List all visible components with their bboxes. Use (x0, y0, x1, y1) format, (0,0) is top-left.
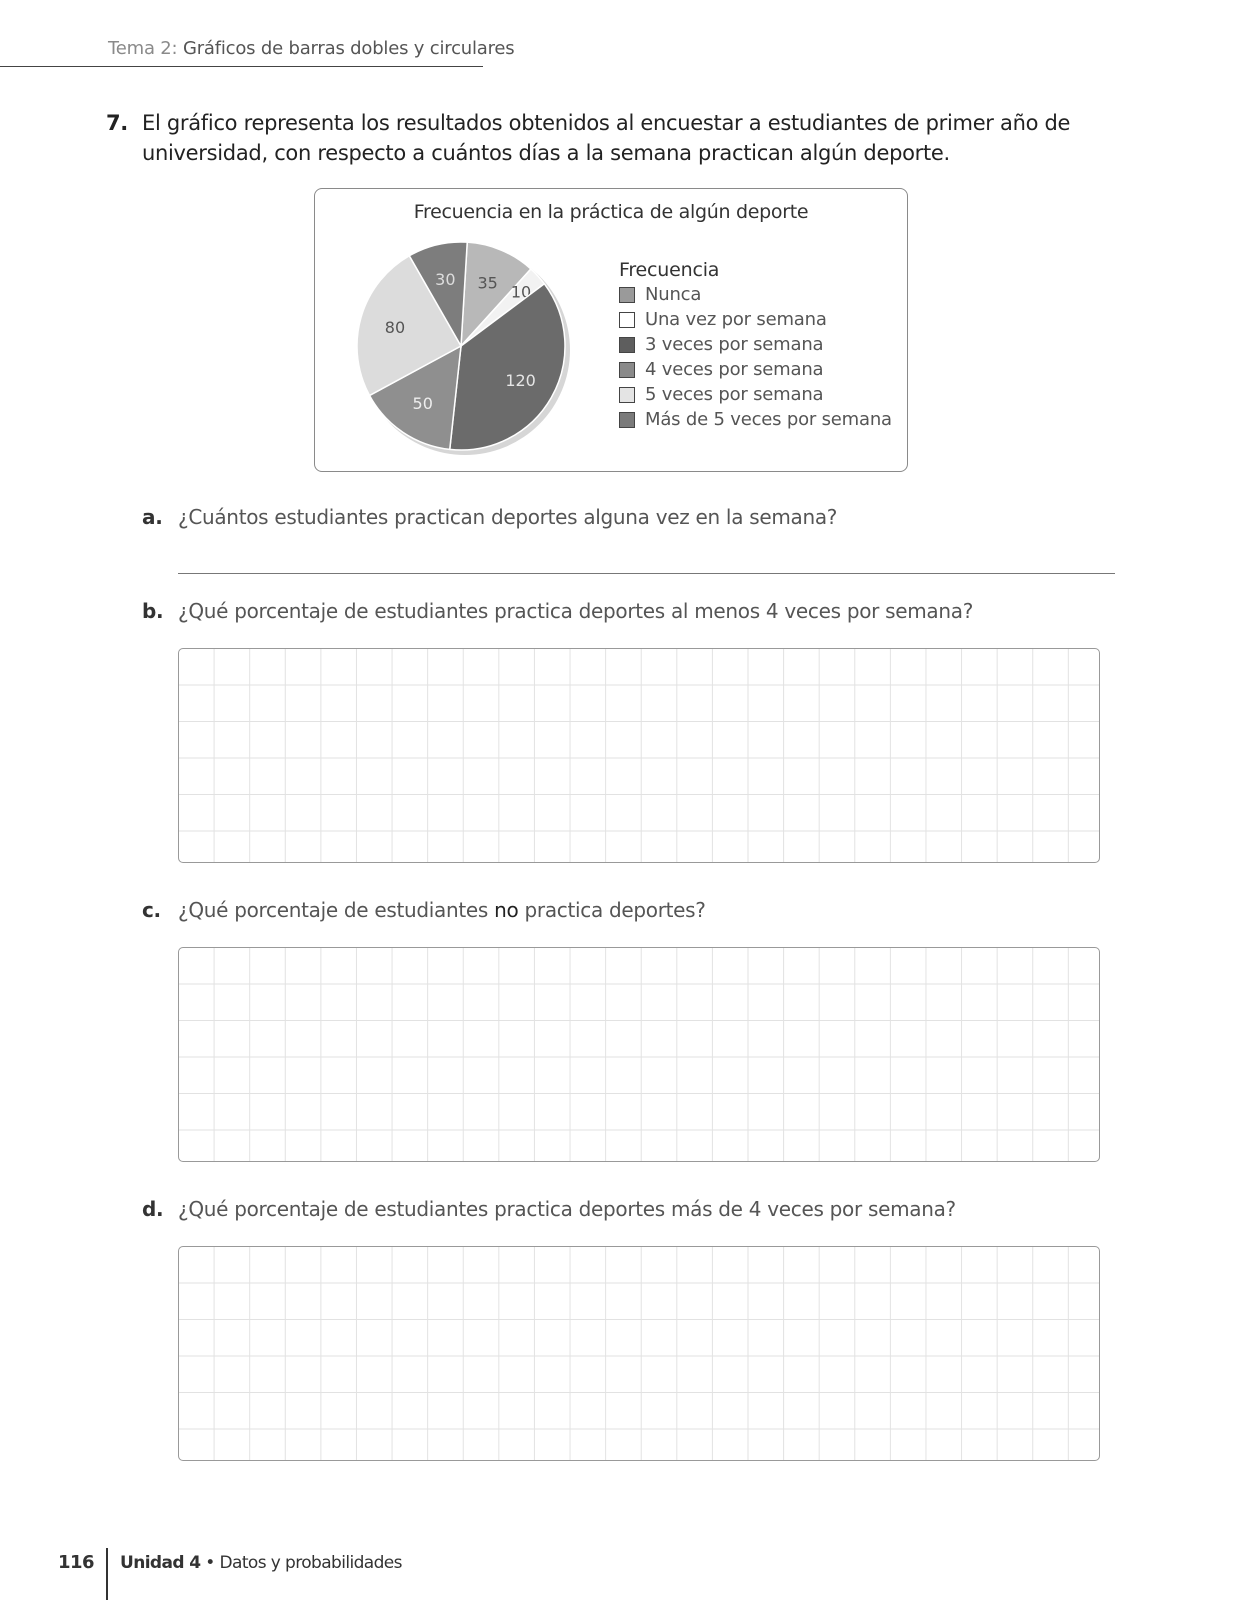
question-b (142, 599, 1122, 623)
pie-slice-label: 10 (510, 282, 532, 302)
legend-item (619, 357, 892, 382)
legend-label: 5 veces por semana (645, 384, 824, 405)
legend-label: Una vez por semana (645, 309, 827, 330)
pie-slice-label: 35 (477, 273, 498, 293)
legend-swatch (619, 312, 635, 328)
question-7 (106, 108, 1126, 168)
legend-label: Nunca (645, 284, 702, 305)
question-text: El gráfico representa los resultados obtenidos al encuestar a estudiantes de primer año de universidad, con respecto a cuántos días a la semana practican algún deporte. (142, 111, 1071, 165)
question-c (142, 898, 1122, 922)
question-a (142, 505, 1122, 529)
legend-swatch (619, 337, 635, 353)
question-d-letter: d. (142, 1197, 164, 1221)
answer-grid-b[interactable] (178, 648, 1100, 863)
question-c-text-after: practica deportes? (518, 898, 706, 922)
question-a-letter: a. (142, 505, 163, 529)
question-number: 7. (106, 111, 128, 135)
footer-unit-topic: • Datos y probabilidades (200, 1553, 402, 1573)
chart-legend (619, 259, 892, 432)
answer-grid-c[interactable] (178, 947, 1100, 1162)
question-b-letter: b. (142, 599, 164, 623)
footer-unit-name: Unidad 4 (120, 1553, 201, 1573)
legend-item (619, 282, 892, 307)
pie-slice-label: 80 (384, 318, 406, 338)
question-c-text-before: ¿Qué porcentaje de estudiantes (178, 898, 495, 922)
question-d-text: ¿Qué porcentaje de estudiantes practica deportes más de 4 veces por semana? (178, 1197, 956, 1221)
header-tema: Tema 2: (108, 38, 178, 59)
footer-divider (106, 1548, 108, 1600)
pie-slice-label: 120 (505, 371, 536, 391)
answer-grid-d[interactable] (178, 1246, 1100, 1461)
pie-chart-frame (314, 188, 908, 472)
header-title (108, 38, 514, 59)
legend-swatch (619, 387, 635, 403)
legend-item (619, 307, 892, 332)
question-b-text: ¿Qué porcentaje de estudiantes practica deportes al menos 4 veces por semana? (178, 599, 974, 623)
pie-slice-label: 50 (412, 393, 433, 413)
legend-label: Más de 5 veces por semana (645, 409, 892, 430)
page-number: 116 (58, 1552, 95, 1573)
pie-slice-label: 30 (435, 270, 456, 290)
footer-unit (120, 1553, 402, 1573)
legend-label: 3 veces por semana (645, 334, 824, 355)
question-a-text: ¿Cuántos estudiantes practican deportes alguna vez en la semana? (178, 505, 838, 529)
legend-swatch (619, 287, 635, 303)
legend-label: 4 veces por semana (645, 359, 824, 380)
question-c-emphasis: no (494, 898, 519, 922)
legend-item (619, 332, 892, 357)
answer-line-a[interactable] (178, 573, 1115, 574)
legend-item (619, 382, 892, 407)
question-d (142, 1197, 1122, 1221)
chart-title: Frecuencia en la práctica de algún deporte (413, 201, 809, 223)
header-topic: Gráficos de barras dobles y circulares (177, 38, 515, 59)
legend-item (619, 407, 892, 432)
question-c-text (178, 898, 1122, 922)
header-rule (0, 66, 483, 67)
legend-swatch (619, 412, 635, 428)
legend-swatch (619, 362, 635, 378)
question-c-letter: c. (142, 898, 161, 922)
legend-title: Frecuencia (619, 259, 720, 281)
